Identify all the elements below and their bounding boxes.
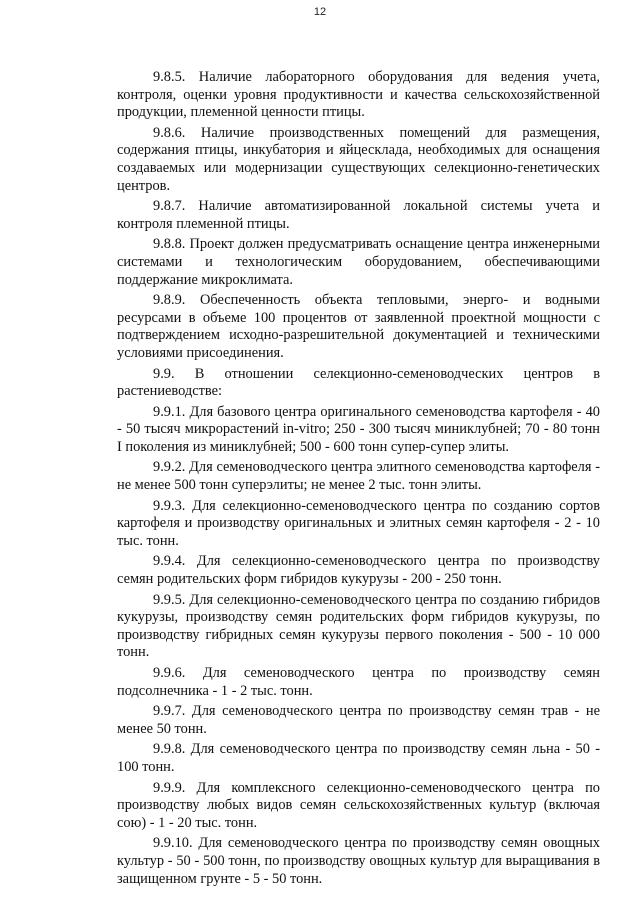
paragraph-9-8-6: 9.8.6. Наличие производственных помещений для размещения, содержания птицы, инкубатория и яйцесклада, необходимых для оснащения создаваемых или модернизации существующих селекционно-генетических центров. bbox=[117, 124, 600, 194]
paragraph-9-9-5: 9.9.5. Для селекционно-семеноводческого центра по созданию гибридов кукурузы, производству семян родительских форм гибридов кукурузы, по производству гибридных семян кукурузы первого поколения - 500 - 10 000 тонн. bbox=[117, 591, 600, 661]
paragraph-9-8-9: 9.8.9. Обеспеченность объекта тепловыми, энерго- и водными ресурсами в объеме 100 процентов от заявленной проектной мощности с подтверждением исходно-разрешительной документацией и техническими условиями присоединения. bbox=[117, 292, 600, 361]
page-number: 12 bbox=[313, 6, 327, 18]
paragraph-9-9-10: 9.9.10. Для семеноводческого центра по производству семян овощных культур - 50 - 500 тонн, по производству овощных культур для выращивания в защищенном грунте - 5 - 50 тонн. bbox=[117, 835, 600, 887]
paragraph-9-9-4: 9.9.4. Для селекционно-семеноводческого центра по производству семян родительских форм гибридов кукурузы - 200 - 250 тонн. bbox=[117, 553, 600, 588]
paragraph-9-9-9: 9.9.9. Для комплексного селекционно-семеноводческого центра по производству любых видов семян сельскохозяйственных культур (включая сою) - 1 - 20 тыс. тонн. bbox=[117, 779, 600, 831]
paragraph-9-8-8: 9.8.8. Проект должен предусматривать оснащение центра инженерными системами и технологическим оборудованием, обеспечивающими поддержание микроклимата. bbox=[117, 236, 600, 288]
paragraph-9-8-5: 9.8.5. Наличие лабораторного оборудования для ведения учета, контроля, оценки уровня продуктивности и качества сельскохозяйственной продукции, племенной ценности птицы. bbox=[117, 69, 600, 121]
paragraph-9-9-1: 9.9.1. Для базового центра оригинального семеноводства картофеля - 40 - 50 тысяч микрорастений in-vitro; 250 - 300 тысяч миниклубней; 70 - 80 тонн I поколения из миниклубней; 500 - 600 тонн супер-супер элиты. bbox=[117, 403, 600, 455]
paragraph-9-9-6: 9.9.6. Для семеноводческого центра по производству семян подсолнечника - 1 - 2 тыс. тонн. bbox=[117, 665, 600, 699]
paragraph-9-9-3: 9.9.3. Для селекционно-семеноводческого центра по созданию сортов картофеля и производству оригинальных и элитных семян картофеля - 2 - 10 тыс. тонн. bbox=[117, 497, 600, 549]
paragraph-9-9-2: 9.9.2. Для семеноводческого центра элитного семеноводства картофеля - не менее 500 тонн суперэлиты; не менее 2 тыс. тонн элиты. bbox=[117, 459, 600, 494]
paragraph-9-9-8: 9.9.8. Для семеноводческого центра по производству семян льна - 50 - 100 тонн. bbox=[117, 741, 600, 775]
paragraph-9-8-7: 9.8.7. Наличие автоматизированной локальной системы учета и контроля племенной птицы. bbox=[117, 198, 600, 232]
paragraph-9-9: 9.9. В отношении селекционно-семеноводческих центров в растениеводстве: bbox=[117, 365, 600, 400]
document-body bbox=[117, 69, 600, 888]
paragraph-9-9-7: 9.9.7. Для семеноводческого центра по производству семян трав - не менее 50 тонн. bbox=[117, 703, 600, 737]
